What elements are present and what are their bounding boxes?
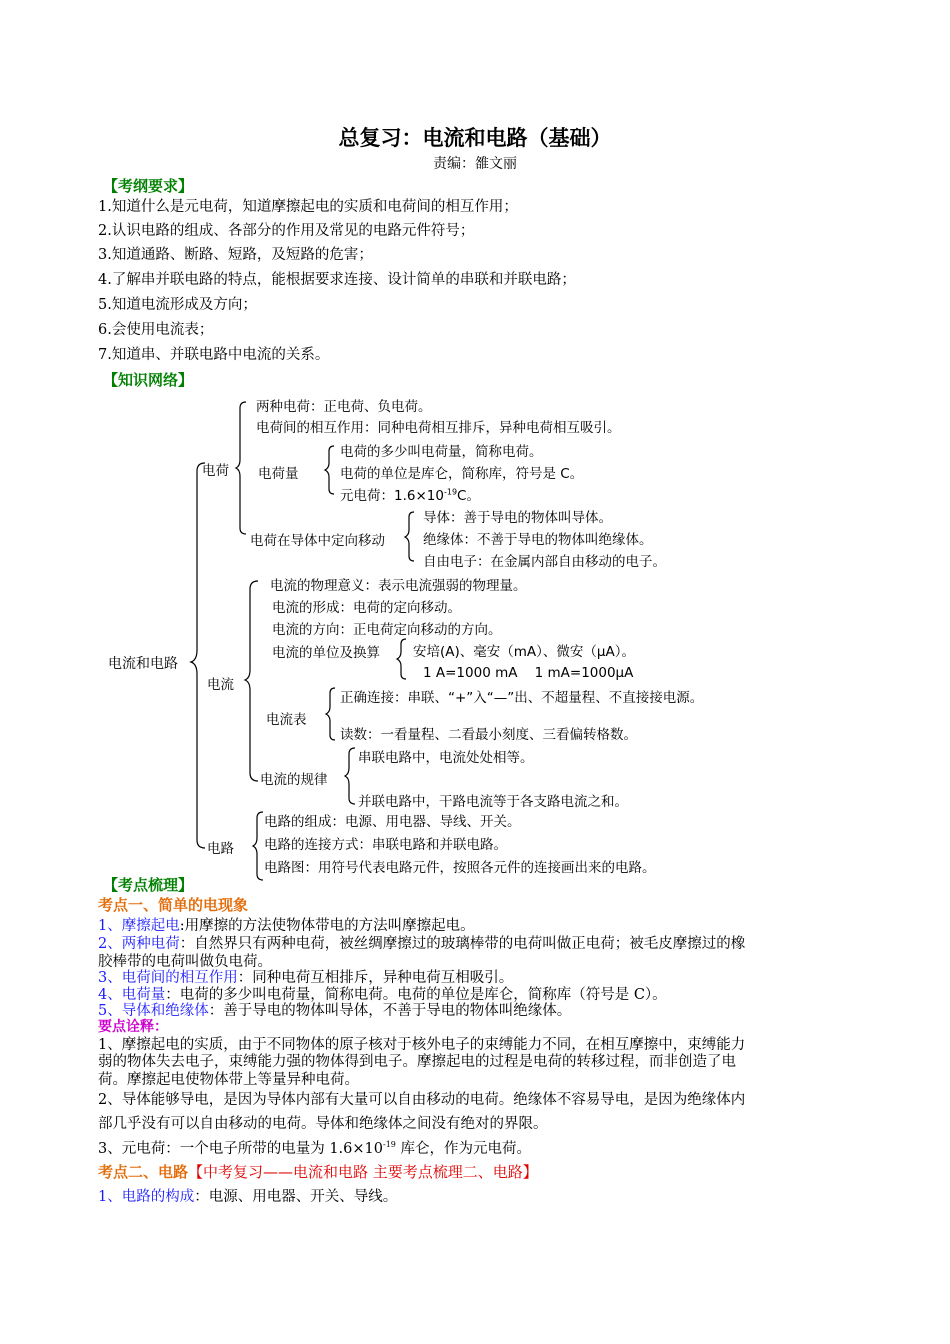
point2-heading: 考点二、电路【中考复习——电流和电路 主要考点梳理二、电路】 bbox=[98, 1163, 538, 1181]
notes-title: 要点诠释： bbox=[98, 1019, 168, 1035]
node-law: 电流的规律 bbox=[260, 772, 328, 788]
point1-item: 1、摩擦起电:用摩擦的方法使物体带电的方法叫摩擦起电。 bbox=[98, 918, 475, 934]
page-title: 总复习：电流和电路（基础） bbox=[338, 126, 612, 150]
brace-charge bbox=[236, 402, 246, 534]
requirement-item: 5.知道电流形成及方向； bbox=[98, 297, 257, 313]
point1-item: 胶棒带的电荷叫做负电荷。 bbox=[98, 954, 272, 970]
quantity-item: 电荷的单位是库仑，简称库，符号是 C。 bbox=[340, 466, 584, 482]
point1-item: 3、电荷间的相互作用：同种电荷互相排斥，异种电荷互相吸引。 bbox=[98, 970, 514, 986]
points-heading: 【考点梳理】 bbox=[103, 876, 194, 894]
node-meter: 电流表 bbox=[266, 712, 307, 728]
network-root: 电流和电路 bbox=[108, 656, 178, 672]
requirement-item: 2.认识电路的组成、各部分的作用及常见的电路元件符号； bbox=[98, 223, 475, 239]
note-line: 3、元电荷：一个电子所带的电量为 $1.6\times 10^{-19}$ 库仑，作为元电荷。 bbox=[98, 1140, 531, 1157]
units-item: 1 A=1000 mA 1 mA=1000μA bbox=[423, 665, 634, 681]
node-current: 电流 bbox=[207, 677, 234, 693]
network-heading: 【知识网络】 bbox=[103, 371, 194, 389]
requirement-item: 4.了解串并联电路的特点，能根据要求连接、设计简单的串联和并联电路； bbox=[98, 272, 576, 288]
brace-units bbox=[397, 639, 406, 679]
current-direction: 电流的方向：正电荷定向移动的方向。 bbox=[272, 622, 502, 638]
requirement-item: 1.知道什么是元电荷，知道摩擦起电的实质和电荷间的相互作用； bbox=[98, 199, 518, 215]
requirement-item: 7.知道串、并联电路中电流的关系。 bbox=[98, 347, 330, 363]
circuit-item: 电路的连接方式：串联电路和并联电路。 bbox=[264, 837, 507, 853]
node-quantity: 电荷量 bbox=[258, 466, 299, 482]
point1-item: 2、两种电荷：自然界只有两种电荷，被丝绸摩擦过的玻璃棒带的电荷叫做正电荷；被毛皮摩擦过的橡 bbox=[98, 936, 746, 952]
note-line: 弱的物体失去电子，束缚能力强的物体得到电子。摩擦起电的过程是电荷的转移过程，而非创造了电 bbox=[98, 1054, 736, 1070]
movement-item: 导体：善于导电的物体叫导体。 bbox=[423, 510, 612, 526]
circuit-item: 电路图：用符号代表电路元件，按照各元件的连接画出来的电路。 bbox=[264, 860, 656, 876]
current-formation: 电流的形成：电荷的定向移动。 bbox=[272, 600, 461, 616]
brace-current bbox=[245, 581, 258, 781]
meter-item: 读数：一看量程、二看最小刻度、三看偏转格数。 bbox=[340, 727, 637, 743]
note-line: 2、导体能够导电，是因为导体内部有大量可以自由移动的电荷。绝缘体不容易导电，是因为绝缘体内 bbox=[98, 1092, 746, 1108]
law-item: 并联电路中，干路电流等于各支路电流之和。 bbox=[358, 794, 628, 810]
requirement-item: 6.会使用电流表； bbox=[98, 322, 214, 338]
note-line: 1、摩擦起电的实质，由于不同物体的原子核对于核外电子的束缚能力不同，在相互摩擦中，束缚能力 bbox=[98, 1037, 746, 1053]
node-charge: 电荷 bbox=[202, 463, 229, 479]
requirement-item: 3.知道通路、断路、短路，及短路的危害； bbox=[98, 247, 373, 263]
brace-quantity bbox=[325, 446, 334, 494]
movement-item: 绝缘体：不善于导电的物体叫绝缘体。 bbox=[423, 532, 653, 548]
units-item: 安培(A)、毫安（mA）、微安（μA）。 bbox=[413, 644, 635, 660]
brace-law bbox=[345, 748, 355, 804]
meter-item: 正确连接：串联、“+”入“—”出、不超量程、不直接接电源。 bbox=[340, 690, 704, 706]
brace-circuit bbox=[253, 812, 263, 880]
node-units: 电流的单位及换算 bbox=[272, 645, 380, 661]
brace-meter bbox=[326, 688, 335, 740]
law-item: 串联电路中，电流处处相等。 bbox=[358, 750, 534, 766]
quantity-item: 电荷的多少叫电荷量，简称电荷。 bbox=[340, 444, 543, 460]
charge-interaction: 电荷间的相互作用：同种电荷相互排斥，异种电荷相互吸引。 bbox=[256, 420, 621, 436]
node-movement: 电荷在导体中定向移动 bbox=[250, 533, 385, 549]
brace-root bbox=[191, 463, 205, 848]
circuit-item: 电路的组成：电源、用电器、导线、开关。 bbox=[264, 814, 521, 830]
point1-title: 考点一、简单的电现象 bbox=[98, 896, 249, 914]
point2-item: 1、电路的构成：电源、用电器、开关、导线。 bbox=[98, 1189, 398, 1205]
current-meaning: 电流的物理意义：表示电流强弱的物理量。 bbox=[270, 578, 527, 594]
charge-two-kinds: 两种电荷：正电荷、负电荷。 bbox=[256, 399, 432, 415]
movement-item: 自由电子：在金属内部自由移动的电子。 bbox=[423, 554, 666, 570]
point2-link[interactable]: 【中考复习——电流和电路 主要考点梳理二、电路】 bbox=[188, 1163, 538, 1181]
requirements-heading: 【考纲要求】 bbox=[103, 177, 194, 195]
note-line: 荷。摩擦起电使物体带上等量异种电荷。 bbox=[98, 1072, 359, 1088]
note-line: 部几乎没有可以自由移动的电荷。导体和绝缘体之间没有绝对的界限。 bbox=[98, 1116, 548, 1132]
brace-movement bbox=[405, 512, 414, 561]
point1-item: 4、电荷量：电荷的多少叫电荷量，简称电荷。电荷的单位是库仑，简称库（符号是 C）。 bbox=[98, 987, 667, 1003]
quantity-item: 元电荷：$1.6\times 10^{-19}C$。 bbox=[340, 487, 480, 504]
node-circuit: 电路 bbox=[207, 841, 234, 857]
editor-line: 责编：雒文丽 bbox=[433, 156, 517, 172]
point1-item: 5、导体和绝缘体：善于导电的物体叫导体，不善于导电的物体叫绝缘体。 bbox=[98, 1003, 572, 1019]
